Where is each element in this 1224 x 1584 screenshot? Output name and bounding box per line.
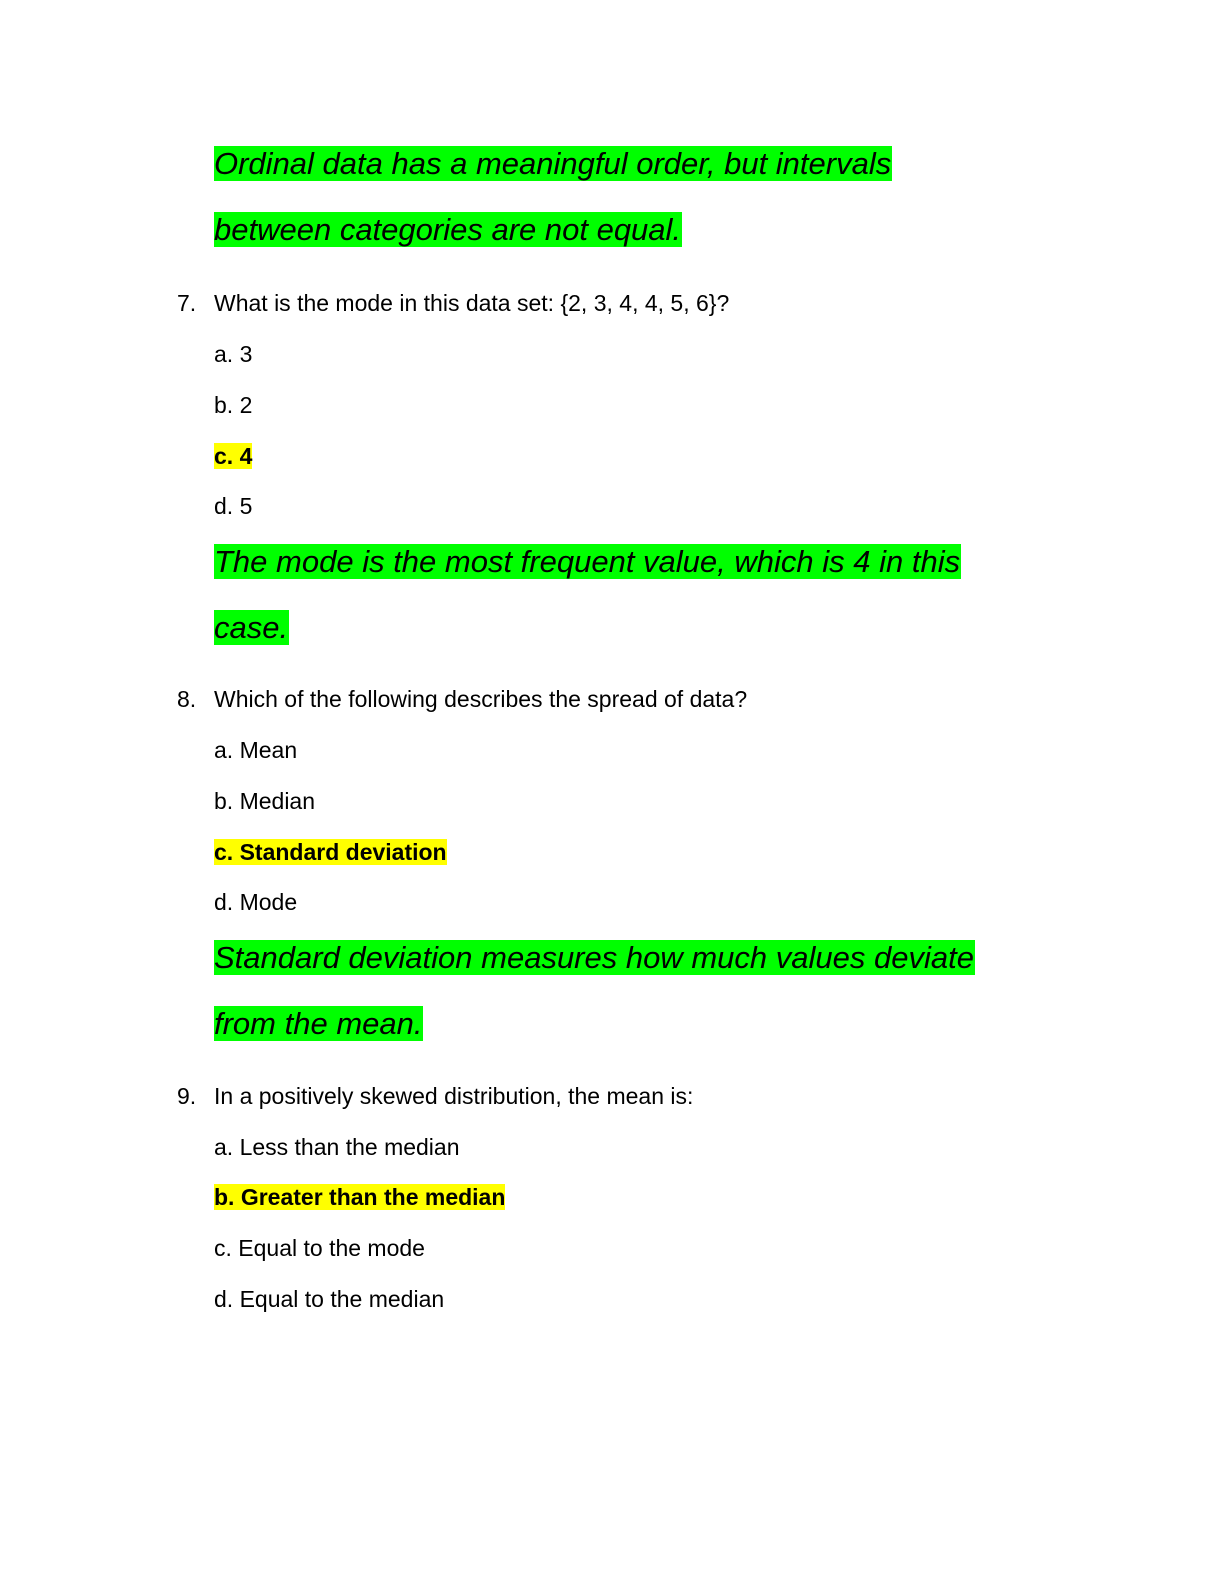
- option-text: d. Equal to the median: [214, 1286, 445, 1312]
- explanation-text: Ordinal data has a meaningful order, but intervals: [214, 146, 892, 181]
- question-number: 8.: [177, 686, 197, 712]
- q9-option-d: [214, 1283, 444, 1315]
- explanation-7-line-1: [214, 540, 961, 584]
- q8-option-b: [214, 785, 315, 817]
- q9-option-b-correct: [214, 1181, 505, 1213]
- question-text: What is the mode in this data set: {2, 3, 4, 4, 5, 6}?: [214, 290, 730, 316]
- option-text: d. 5: [214, 493, 253, 519]
- explanation-text: The mode is the most frequent value, which is 4 in this: [214, 544, 961, 579]
- q8-option-d: [214, 886, 297, 918]
- explanation-7-line-2: [214, 606, 289, 650]
- question-9: [177, 1080, 694, 1112]
- question-text: Which of the following describes the spread of data?: [214, 686, 748, 712]
- q9-option-a: [214, 1131, 460, 1163]
- option-text: a. Mean: [214, 737, 298, 763]
- explanation-8-line-1: [214, 936, 975, 980]
- explanation-text: from the mean.: [214, 1006, 423, 1041]
- q8-option-a: [214, 734, 297, 766]
- explanation-text: case.: [214, 610, 289, 645]
- q8-option-c-correct: [214, 836, 447, 868]
- correct-answer-highlight: c. Standard deviation: [214, 839, 447, 865]
- q7-option-d: [214, 490, 252, 522]
- option-text: c. Equal to the mode: [214, 1235, 425, 1261]
- question-7: [177, 287, 730, 319]
- q7-option-b: [214, 389, 252, 421]
- explanation-text: between categories are not equal.: [214, 212, 682, 247]
- question-number: 7.: [177, 290, 197, 316]
- q7-option-a: [214, 338, 252, 370]
- question-text: In a positively skewed distribution, the mean is:: [214, 1083, 694, 1109]
- q7-option-c-correct: [214, 440, 252, 472]
- question-number: 9.: [177, 1083, 197, 1109]
- correct-answer-highlight: b. Greater than the median: [214, 1184, 506, 1210]
- explanation-8-line-2: [214, 1002, 423, 1046]
- option-text: b. 2: [214, 392, 253, 418]
- explanation-6-line-2: [214, 208, 682, 252]
- explanation-6-line-1: [214, 142, 892, 186]
- option-text: d. Mode: [214, 889, 298, 915]
- question-8: [177, 683, 748, 715]
- option-text: b. Median: [214, 788, 316, 814]
- explanation-text: Standard deviation measures how much values deviate: [214, 940, 974, 975]
- q9-option-c: [214, 1232, 425, 1264]
- correct-answer-highlight: c. 4: [214, 443, 253, 469]
- option-text: a. 3: [214, 341, 253, 367]
- option-text: a. Less than the median: [214, 1134, 460, 1160]
